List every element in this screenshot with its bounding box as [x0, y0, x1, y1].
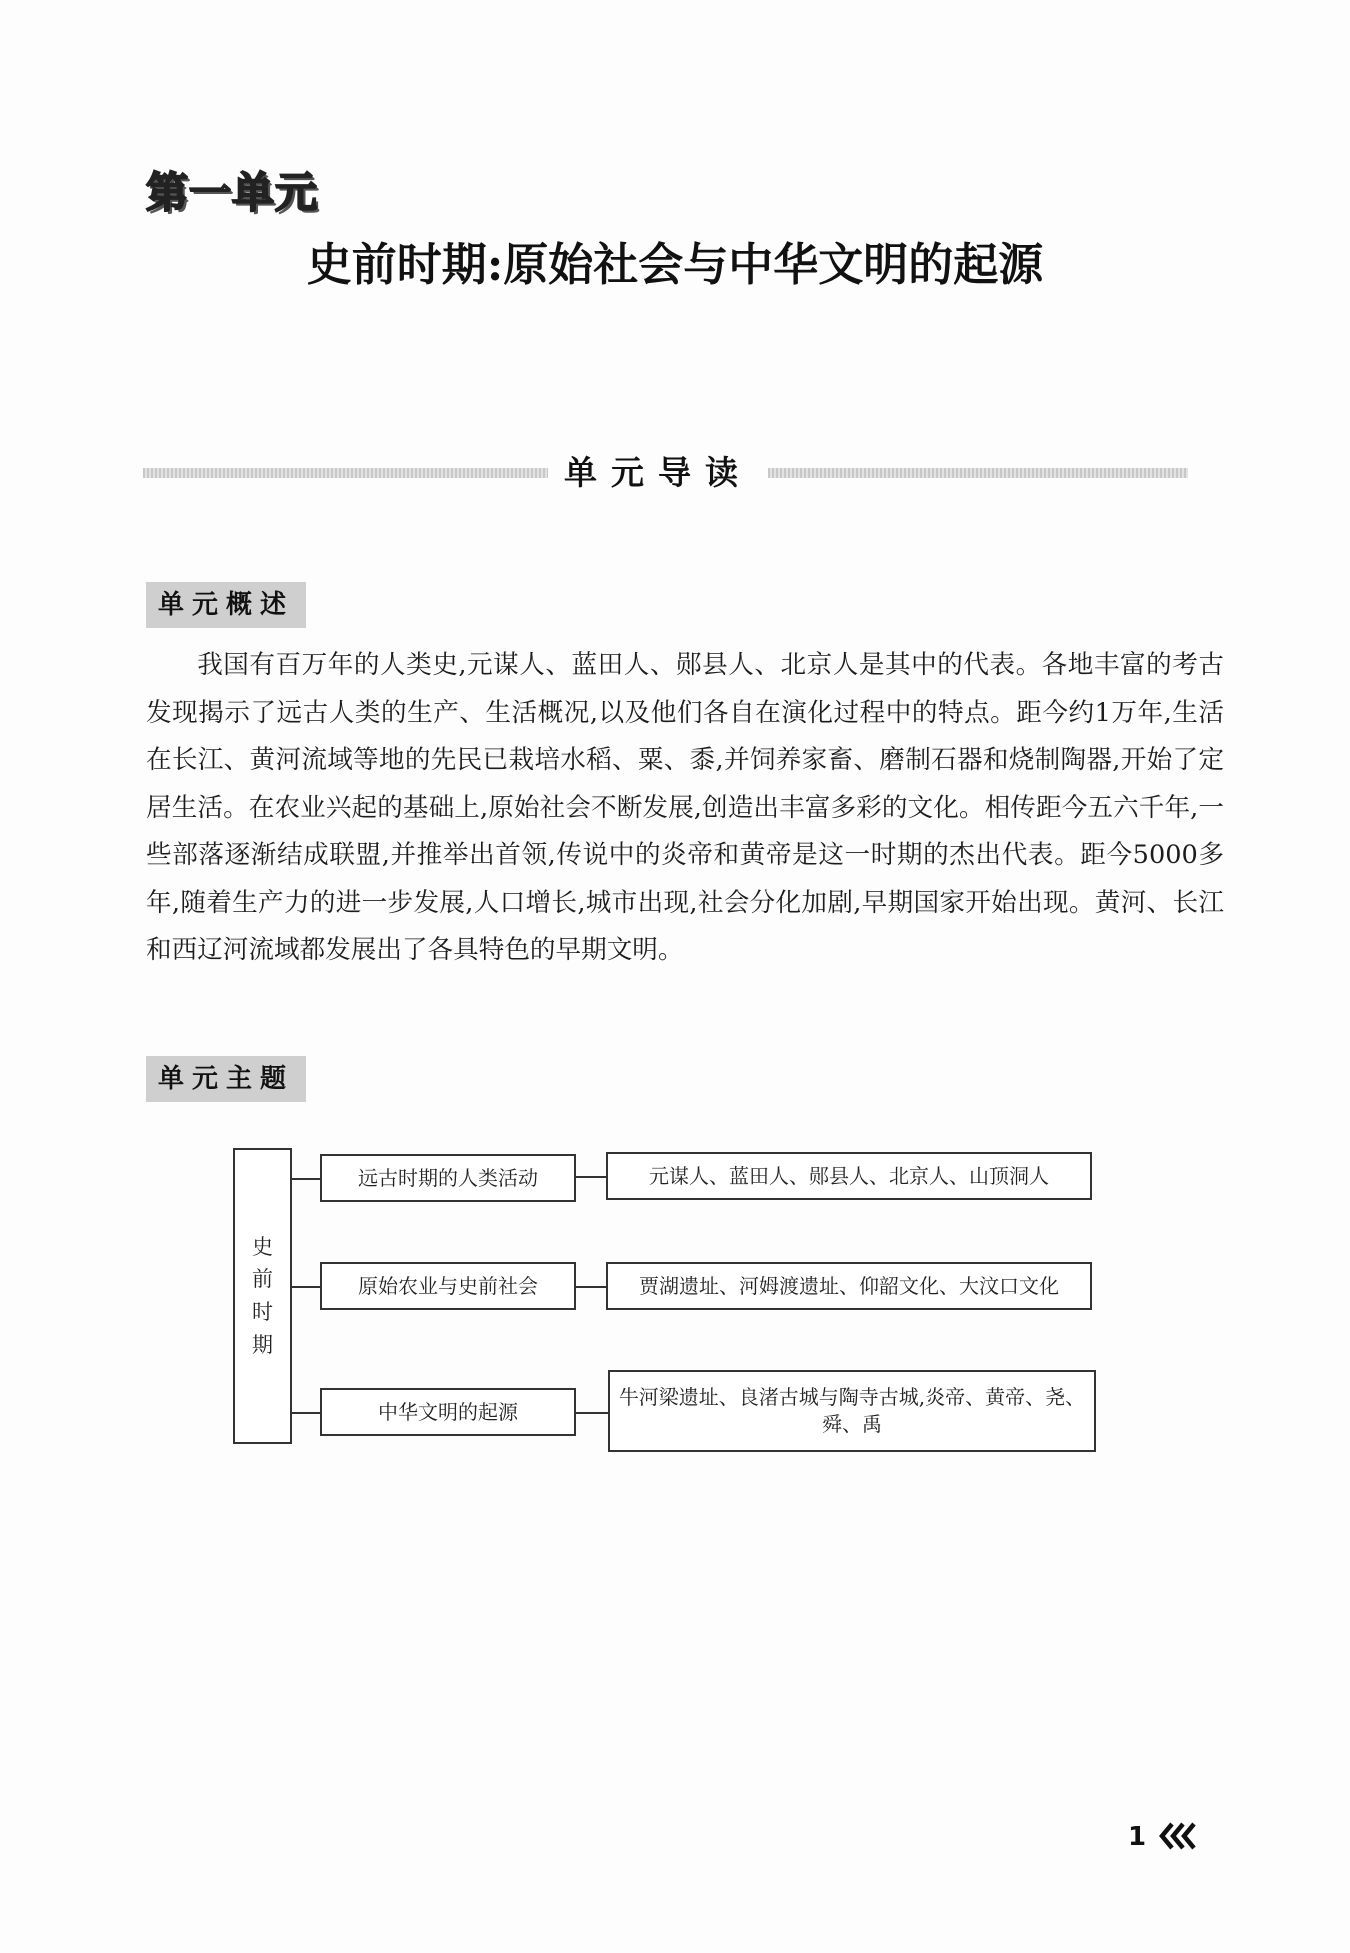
- root-char: 时: [252, 1300, 273, 1324]
- overview-heading: 单元概述: [146, 582, 306, 628]
- diagram-root-box: [233, 1148, 292, 1444]
- root-char: 期: [252, 1332, 273, 1357]
- detail-box-3: 牛河梁遗址、良渚古城与陶寺古城,炎帝、黄帝、尧、舜、禹: [608, 1370, 1096, 1452]
- triple-chevron-left-icon: [1158, 1820, 1198, 1852]
- connector-line: [292, 1286, 320, 1288]
- connector-line: [292, 1412, 320, 1414]
- root-char: 史: [252, 1234, 273, 1259]
- detail-box-2: 贾湖遗址、河姆渡遗址、仰韶文化、大汶口文化: [606, 1262, 1092, 1310]
- page-number: 1: [1128, 1822, 1147, 1852]
- topic-box-2: 原始农业与史前社会: [320, 1262, 576, 1310]
- connector-line: [576, 1176, 606, 1178]
- section-heading: 单元导读: [564, 453, 752, 492]
- unit-tag: 第一单元: [146, 168, 319, 217]
- root-char: 前: [252, 1267, 273, 1292]
- overview-paragraph: 我国有百万年的人类史,元谋人、蓝田人、郧县人、北京人是其中的代表。各地丰富的考古发现揭示了远古人类的生产、生活概况,以及他们各自在演化过程中的特点。距今约1万年,生活在长江、黄河流域等地的先民已栽培水稻、粟、黍,并饲养家畜、磨制石器和烧制陶器,开始了定居生活。在农业兴起的基础上,原始社会不断发展,创造出丰富多彩的文化。相传距今五六千年,一些部落逐渐结成联盟,并推举出首领,传说中的炎帝和黄帝是这一时期的杰出代表。距今5000多年,随着生产力的进一步发展,人口增长,城市出现,社会分化加剧,早期国家开始出现。黄河、长江和西辽河流域都发展出了各具特色的早期文明。: [146, 650, 1224, 965]
- topic-box-1: 远古时期的人类活动: [320, 1154, 576, 1202]
- connector-line: [576, 1286, 606, 1288]
- connector-line: [576, 1412, 608, 1414]
- theme-heading: 单元主题: [146, 1056, 306, 1102]
- page-title: 史前时期:原始社会与中华文明的起源: [306, 238, 1044, 291]
- detail-box-1: 元谋人、蓝田人、郧县人、北京人、山顶洞人: [606, 1152, 1092, 1200]
- connector-line: [292, 1178, 320, 1180]
- topic-box-3: 中华文明的起源: [320, 1388, 576, 1436]
